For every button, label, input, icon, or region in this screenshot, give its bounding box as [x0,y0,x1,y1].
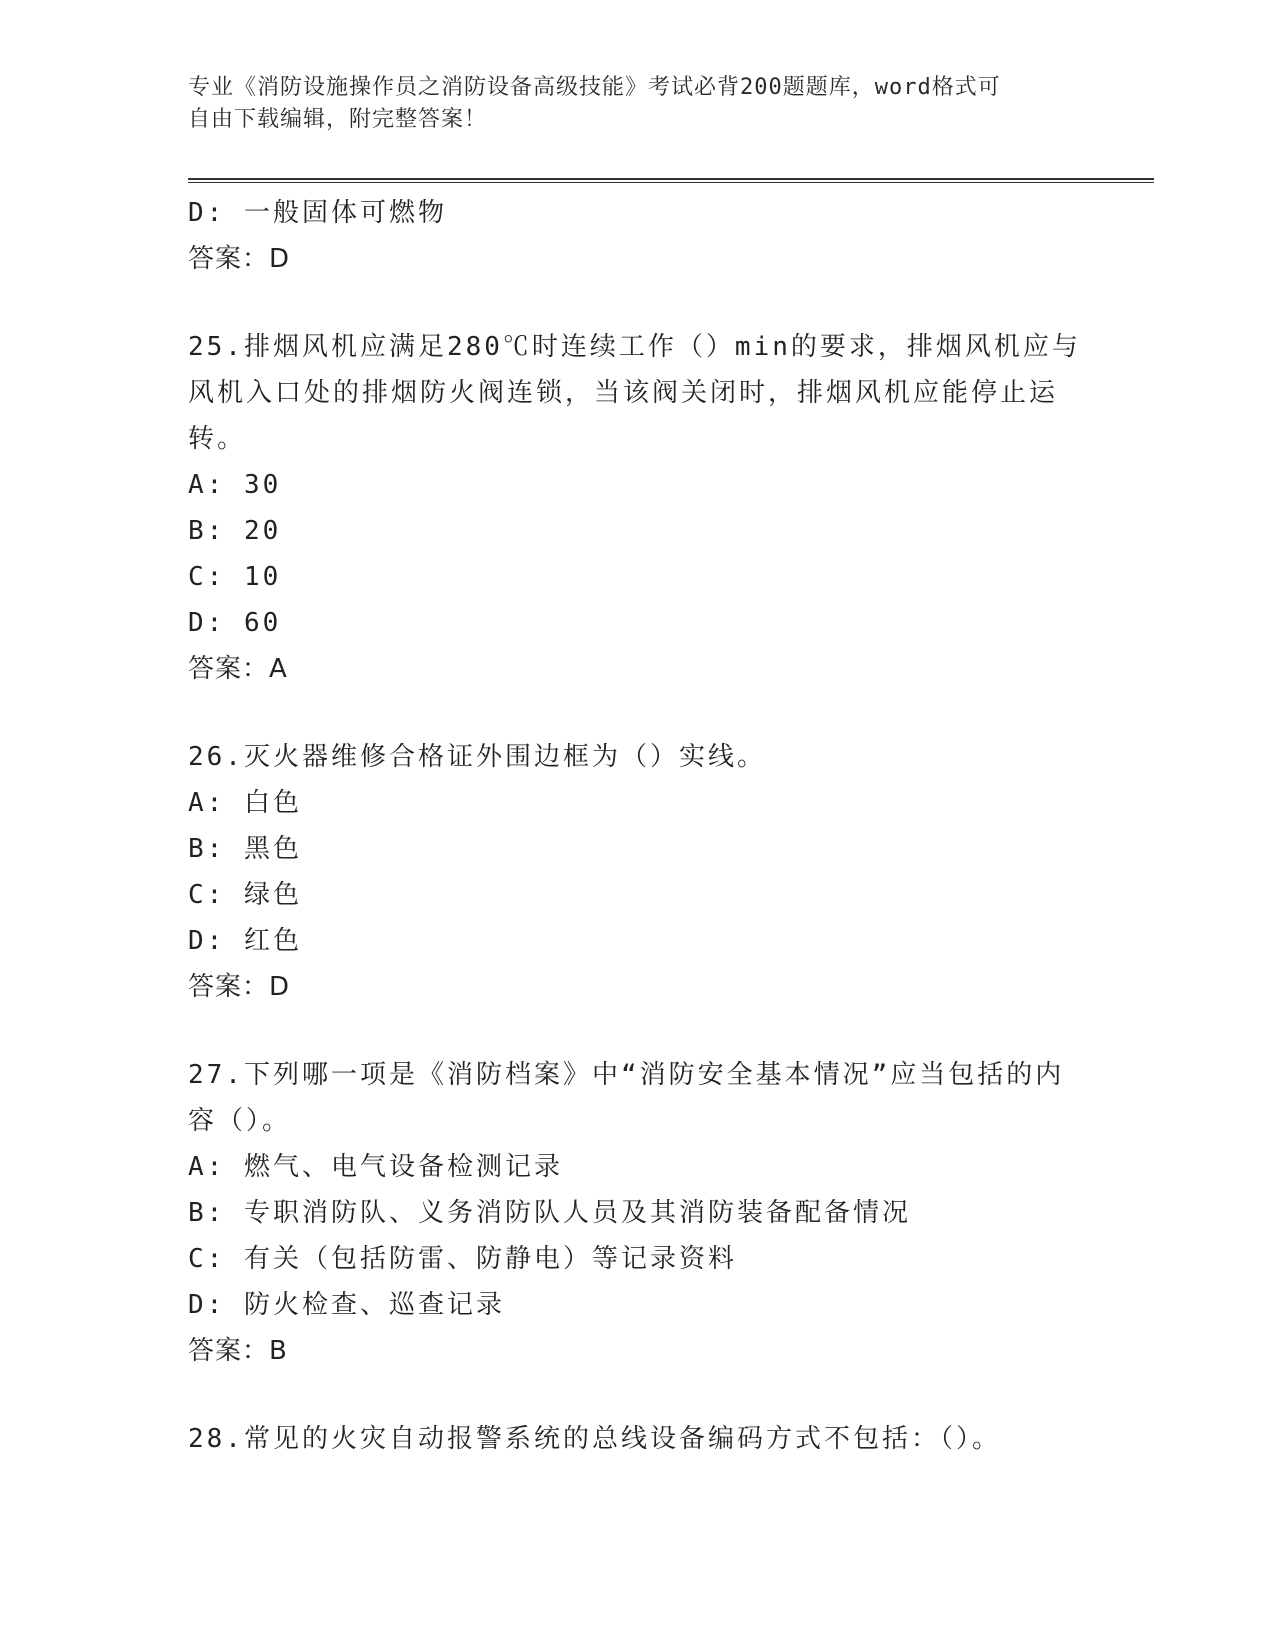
header-line-1: 专业《消防设施操作员之消防设备高级技能》考试必背200题题库，word格式可 [188,75,1001,100]
prev-question-option-d: D: 一般固体可燃物 [188,198,447,228]
option-d: D: 防火检查、巡查记录 [188,1290,505,1320]
question-text-line: 28.常见的火灾自动报警系统的总线设备编码方式不包括：（）。 [188,1424,1001,1454]
question-text-line: 25.排烟风机应满足280℃时连续工作（）min的要求，排烟风机应与 [188,332,1081,362]
answer: 答案：D [188,972,291,1002]
option-c: C: 绿色 [188,880,302,910]
option-c: C: 10 [188,562,282,592]
question-28 [188,1416,1088,1462]
prev-question-answer: 答案：D [188,244,291,274]
question-text-line: 26.灭火器维修合格证外围边框为（）实线。 [188,742,766,772]
answer: 答案：A [188,654,288,684]
option-d: D: 60 [188,608,282,638]
document-body [188,190,1088,1462]
question-text-line: 27.下列哪一项是《消防档案》中“消防安全基本情况”应当包括的内 [188,1060,1065,1090]
option-a: A: 燃气、电气设备检测记录 [188,1152,563,1182]
header-divider [188,178,1154,180]
question-text-line: 风机入口处的排烟防火阀连锁，当该阀关闭时，排烟风机应能停止运 [188,378,1059,408]
option-b: B: 专职消防队、义务消防队人员及其消防装备配备情况 [188,1198,911,1228]
question-25 [188,324,1088,692]
question-27 [188,1052,1088,1374]
question-26 [188,734,1088,1010]
header-divider-thin [188,182,1154,183]
option-a: A: 白色 [188,788,302,818]
option-a: A: 30 [188,470,282,500]
question-text-line: 转。 [188,424,247,454]
option-b: B: 黑色 [188,834,302,864]
answer: 答案：B [188,1336,288,1366]
option-c: C: 有关（包括防雷、防静电）等记录资料 [188,1244,737,1274]
option-d: D: 红色 [188,926,302,956]
header-line-2: 自由下载编辑，附完整答案！ [188,107,488,132]
question-text-line: 容（）。 [188,1106,292,1136]
option-b: B: 20 [188,516,282,546]
document-header [188,72,1068,136]
